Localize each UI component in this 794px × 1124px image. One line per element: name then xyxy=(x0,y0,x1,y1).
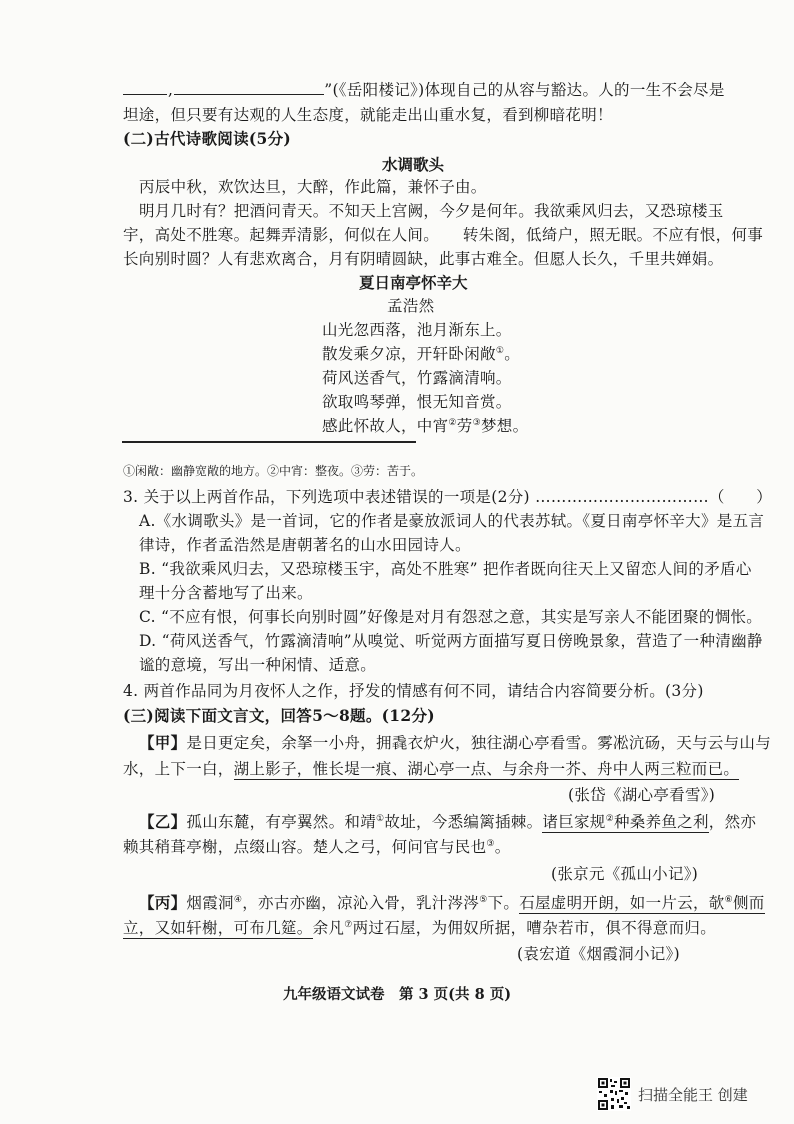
underlined-sentence: 诸巨家规②种桑养鱼之利 xyxy=(542,813,709,831)
option-a-cont: 律诗，作者孟浩然是唐朝著名的山水田园诗人。 xyxy=(139,536,471,554)
question-3-stem: 3. 关于以上两首作品，下列选项中表述错误的一项是(2分) ……………………………（ ） xyxy=(123,488,773,506)
option-d: D. “荷风送香气，竹露滴清响”从嗅觉、听觉两方面描写夏日傍晚景象，营造了一种清幽静 xyxy=(139,632,763,650)
footnote-divider xyxy=(122,441,416,443)
poem-verse: 感此怀故人，中宵②劳③梦想。 xyxy=(322,417,529,435)
option-b-cont: 理十分含蓄地写了出来。 xyxy=(139,584,313,602)
poem-verse: 山光忽西落，池月渐东上。 xyxy=(322,321,512,339)
blank-2 xyxy=(174,80,324,95)
passage-source: (张岱《湖心亭看雪》) xyxy=(568,786,716,804)
text-line: ”(《岳阳楼记》)体现自己的从容与豁达。人的一生不会尽是 xyxy=(324,81,725,99)
passage-source: (袁宏道《烟霞洞小记》) xyxy=(517,945,680,963)
poem-verse: 荷风送香气，竹露滴清响。 xyxy=(322,369,512,387)
text-line: 坦途，但只要有达观的人生态度，就能走出山重水复，看到柳暗花明！ xyxy=(123,106,613,124)
option-d-cont: 谧的意境，写出一种闲情、适意。 xyxy=(139,656,377,674)
blank-1 xyxy=(123,80,167,95)
option-a: A.《水调歌头》是一首词，它的作者是豪放派词人的代表苏轼。《夏日南亭怀辛大》是五言 xyxy=(139,512,765,530)
poem-line: 明月几时有？把酒问青天。不知天上宫阙，今夕是何年。我欲乘风归去，又恐琼楼玉 xyxy=(139,202,724,220)
poem-author: 孟浩然 xyxy=(387,297,435,315)
poem-line: 宇，高处不胜寒。起舞弄清影，何似在人间。 转朱阁，低绮户，照无眠。不应有恨，何事 xyxy=(123,226,764,244)
question-4: 4. 两首作品同为月夜怀人之作，抒发的情感有何不同，请结合内容简要分析。(3分) xyxy=(123,682,704,700)
section-heading: (三)阅读下面文言文，回答5～8题。(12分) xyxy=(123,706,435,725)
underlined-sentence: 石屋虚明开朗，如一片云，欹⑥侧而 xyxy=(519,894,765,912)
underlined-sentence: 立，又如轩榭，可布几筵。 xyxy=(123,919,313,937)
scanner-watermark: 扫描全能王 创建 xyxy=(638,1086,748,1104)
poem-verse: 欲取鸣琴弹，恨无知音赏。 xyxy=(322,393,512,411)
page-footer: 九年级语文试卷 第 3 页(共 8 页) xyxy=(283,986,512,1003)
fill-blank-line: , ”(《岳阳楼记》)体现自己的从容与豁达。人的一生不会尽是 xyxy=(123,78,725,100)
poem-title: 水调歌头 xyxy=(382,155,445,174)
footnote: ①闲敞：幽静宽敞的地方。②中宵：整夜。③劳：苦于。 xyxy=(123,464,424,478)
passage-bing: 【丙】烟霞洞④，亦古亦幽，凉沁入骨，乳汁涔涔⑤下。石屋虚明开朗，如一片云，欹⑥侧而 xyxy=(139,893,765,912)
passage-jia: 【甲】是日更定矣，余拏一小舟，拥毳衣炉火，独往湖心亭看雪。雾凇沆砀，天与云与山与 xyxy=(139,733,772,752)
poem-line: 长向别时圆？人有悲欢离合，月有阴晴圆缺，此事古难全。但愿人长久，千里共婵娟。 xyxy=(123,250,724,268)
passage-yi-cont: 赖其稍葺亭榭，点缀山容。楚人之弓，何问官与民也③。 xyxy=(123,838,511,856)
passage-yi: 【乙】孤山东麓，有亭翼然。和靖①故址，今悉编篱插棘。诸巨家规②种桑养鱼之利，然亦 xyxy=(139,812,757,831)
section-heading: (二)古代诗歌阅读(5分) xyxy=(123,129,292,148)
poem-verse: 散发乘夕凉，开轩卧闲敞①。 xyxy=(322,345,520,363)
qr-code-icon xyxy=(597,1077,631,1111)
underlined-sentence: 湖上影子，惟长堤一痕、湖心亭一点、与余舟一芥、舟中人两三粒而已。 xyxy=(233,760,740,778)
passage-bing-cont: 立，又如轩榭，可布几筵。余凡⑦两过石屋，为佣奴所据，嘈杂若市，俱不得意而归。 xyxy=(123,919,716,937)
poem-title: 夏日南亭怀辛大 xyxy=(359,273,468,292)
option-c: C. “不应有恨，何事长向别时圆”好像是对月有怨怼之意，其实是写亲人不能团聚的惆怅。 xyxy=(139,608,763,626)
poem-preface: 丙辰中秋，欢饮达旦，大醉，作此篇，兼怀子由。 xyxy=(139,178,487,196)
passage-jia-cont: 水，上下一白，湖上影子，惟长堤一痕、湖心亭一点、与余舟一芥、舟中人两三粒而已。 xyxy=(123,760,740,778)
option-b: B. “我欲乘风归去，又恐琼楼玉宇，高处不胜寒” 把作者既向往天上又留恋人间的矛盾心 xyxy=(139,560,752,578)
passage-source: (张京元《孤山小记》) xyxy=(551,865,699,883)
